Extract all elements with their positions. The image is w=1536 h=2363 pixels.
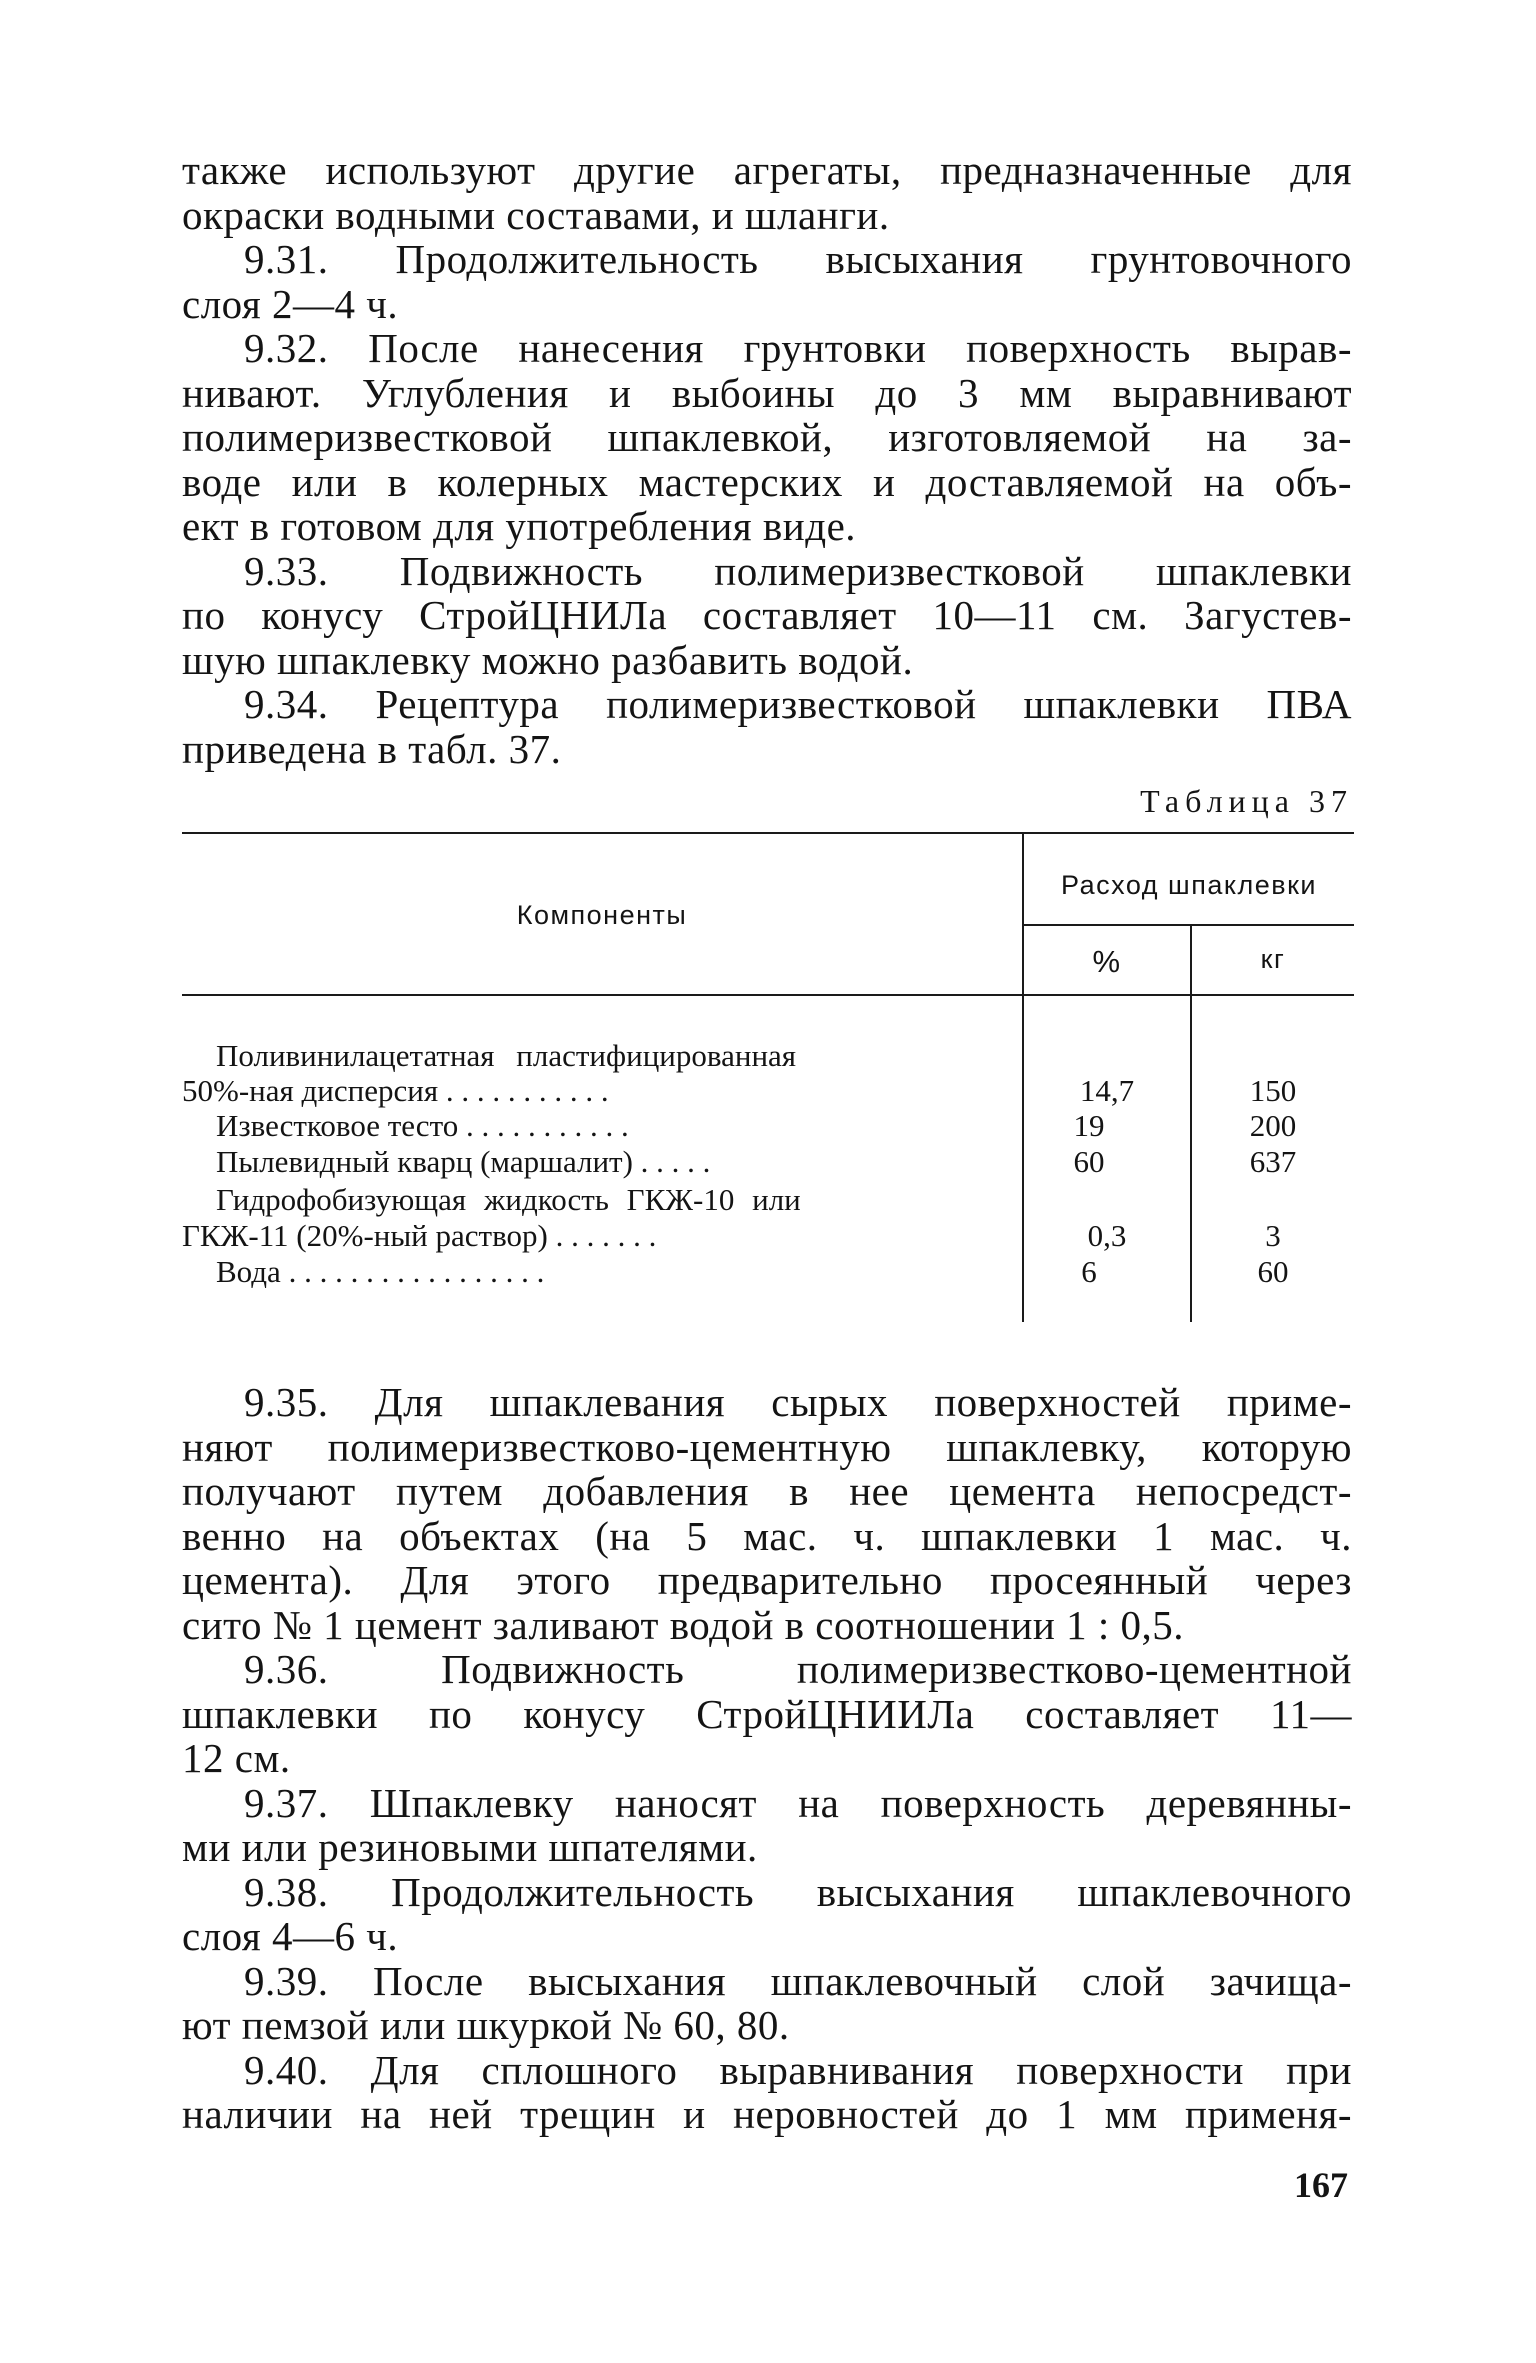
cell-percent: 6: [1081, 1254, 1097, 1289]
text-line: также используют другие агрегаты, предназначенные для: [182, 147, 1352, 193]
text-line: полимеризвестковой шпаклевкой, изготовляемой на за-: [182, 414, 1352, 460]
header-percent: %: [1092, 944, 1122, 979]
component-name-cont: 50%-ная дисперсия . . . . . . . . . . .: [182, 1073, 609, 1108]
component-name-cont: ГКЖ-11 (20%-ный раствор) . . . . . . .: [182, 1218, 657, 1253]
paragraph-9-37: [182, 1781, 1352, 1870]
text-line: воде или в колерных мастерских и доставляемой на объ-: [182, 458, 1352, 505]
paragraph-9-39: [182, 1959, 1352, 2048]
text-line: наличии на ней трещин и неровностей до 1 мм применя-: [182, 2091, 1352, 2137]
text-line: 9.39. После высыхания шпаклевочный слой зачища-: [244, 1957, 1352, 2004]
cell-kg: 3: [1265, 1218, 1281, 1253]
text-line: венно на объектах (на 5 мас. ч. шпаклевки 1 мас. ч.: [182, 1512, 1352, 1559]
table-top-rule: [182, 832, 1354, 834]
component-name: Гидрофобизующая жидкость ГКЖ-10 или: [216, 1182, 801, 1217]
header-consumption: Расход шпаклевки: [1061, 870, 1317, 900]
text-line: получают путем добавления в нее цемента непосредст-: [182, 1468, 1352, 1514]
paragraph-9-35: [182, 1380, 1352, 1647]
table-caption: Таблица 37: [1140, 783, 1353, 819]
components-table: [182, 832, 1354, 1322]
table-header-rule: [182, 994, 1354, 996]
text-line: по конусу СтройЦНИЛа составляет 10—11 см. Загустев-: [182, 592, 1352, 638]
paragraph-9-38: [182, 1870, 1352, 1959]
text-line: 12 см.: [182, 1735, 291, 1781]
text-line: слоя 4—6 ч.: [182, 1913, 399, 1959]
text-line: приведена в табл. 37.: [182, 725, 562, 772]
text-line: шую шпаклевку можно разбавить водой.: [182, 636, 914, 683]
text-line: 9.35. Для шпаклевания сырых поверхностей приме-: [244, 1379, 1352, 1425]
text-line: слоя 2—4 ч.: [182, 280, 399, 327]
paragraph-9-31: [182, 237, 1352, 326]
component-name: Известковое тесто . . . . . . . . . . .: [216, 1108, 629, 1143]
cell-percent: 14,7: [1079, 1073, 1135, 1108]
component-name: Вода . . . . . . . . . . . . . . . . .: [216, 1254, 545, 1289]
text-line: 9.31. Продолжительность высыхания грунтовочного: [244, 236, 1352, 282]
cell-percent: 60: [1073, 1144, 1105, 1179]
text-line: ют пемзой или шкуркой № 60, 80.: [182, 2002, 790, 2048]
text-line: цемента). Для этого предварительно просеянный через: [182, 1557, 1352, 1603]
cell-kg: 60: [1257, 1254, 1289, 1289]
text-line: 9.40. Для сплошного выравнивания поверхности при: [244, 2046, 1352, 2093]
text-line: 9.37. Шпаклевку наносят на поверхность деревянны-: [244, 1779, 1352, 1826]
text-block-top: [182, 148, 1352, 771]
cell-kg: 200: [1249, 1108, 1297, 1143]
header-components: Компоненты: [516, 900, 688, 930]
paragraph-9-40: [182, 2048, 1352, 2137]
page-number: 167: [1294, 2165, 1348, 2205]
text-line: ект в готовом для употребления виде.: [182, 503, 857, 549]
paragraph-9-33: [182, 549, 1352, 683]
paragraph-9-34: [182, 682, 1352, 771]
table-subheader-rule: [1024, 924, 1354, 926]
cell-percent: 0,3: [1087, 1218, 1127, 1253]
component-name: Пылевидный кварц (маршалит) . . . . .: [216, 1144, 711, 1179]
text-line: сито № 1 цемент заливают водой в соотношении 1 : 0,5.: [182, 1601, 1185, 1648]
text-line: шпаклевки по конусу СтройЦНИИЛа составляет 11—: [182, 1690, 1352, 1737]
header-kg: кг: [1260, 944, 1286, 974]
text-line: 9.32. После нанесения грунтовки поверхность вырав-: [244, 325, 1352, 371]
cell-kg: 150: [1249, 1073, 1297, 1108]
text-line: 9.33. Подвижность полимеризвестковой шпаклевки: [244, 547, 1352, 594]
cell-kg: 637: [1249, 1144, 1297, 1179]
text-line: нивают. Углубления и выбоины до 3 мм выравнивают: [182, 369, 1352, 416]
text-line: окраски водными составами, и шланги.: [182, 191, 890, 238]
text-line: 9.38. Продолжительность высыхания шпаклевочного: [244, 1868, 1352, 1915]
text-line: 9.34. Рецептура полимеризвестковой шпаклевки ПВА: [244, 681, 1352, 727]
text-line: 9.36. Подвижность полимеризвестково-цементной: [244, 1646, 1352, 1692]
component-name: Поливинилацетатная пластифицированная: [216, 1038, 797, 1073]
text-block-bottom: [182, 1380, 1352, 2137]
paragraph-9-36: [182, 1647, 1352, 1781]
paragraph-9-32: [182, 326, 1352, 549]
text-line: ми или резиновыми шпателями.: [182, 1824, 758, 1870]
text-line: няют полимеризвестково-цементную шпаклевку, которую: [182, 1423, 1352, 1470]
cell-percent: 19: [1073, 1108, 1105, 1143]
paragraph-continuation: [182, 148, 1352, 237]
